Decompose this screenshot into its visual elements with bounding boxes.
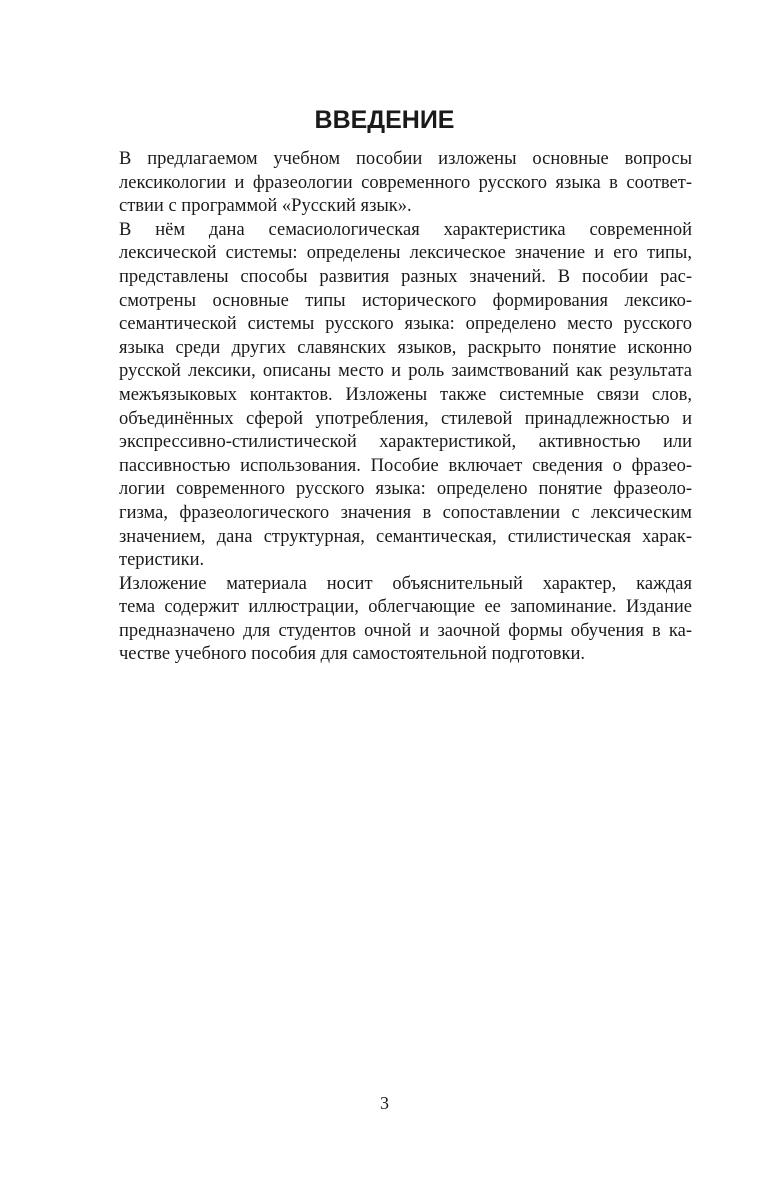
page-title: ВВЕДЕНИЕ bbox=[314, 106, 455, 134]
text-line: логии современного русского языка: определено понятие фразеоло- bbox=[119, 479, 692, 500]
text-line: межъязыковых контактов. Изложены также системные связи слов, bbox=[119, 384, 692, 405]
text-line: языка среди других славянских языков, раскрыто понятие исконно bbox=[119, 337, 692, 358]
text-line: значением, дана структурная, семантическая, стилистическая харак- bbox=[119, 526, 692, 547]
text-line: предназначено для студентов очной и заочной формы обучения в ка- bbox=[119, 620, 692, 641]
text-line: экспрессивно-стилистической характеристикой, активностью или bbox=[119, 432, 692, 453]
text-line: смотрены основные типы исторического формирования лексико- bbox=[119, 290, 692, 311]
text-line: Изложение материала носит объяснительный характер, каждая bbox=[119, 573, 692, 594]
text-line: лексикологии и фразеологии современного русского языка в соответ- bbox=[119, 172, 692, 193]
text-line: семантической системы русского языка: определено место русского bbox=[119, 314, 692, 335]
text-line: В предлагаемом учебном пособии изложены основные вопросы bbox=[119, 149, 692, 169]
paragraph bbox=[73, 573, 692, 667]
page-number: 3 bbox=[380, 1093, 389, 1113]
body-text bbox=[73, 148, 692, 667]
text-line: В нём дана семасиологическая характеристика современной bbox=[119, 219, 692, 240]
text-line: представлены способы развития разных значений. В пособии рас- bbox=[119, 266, 692, 287]
text-line: лексической системы: определены лексическое значение и его типы, bbox=[119, 243, 692, 264]
text-line: тема содержит иллюстрации, облегчающие ее запоминание. Издание bbox=[119, 597, 692, 618]
paragraph bbox=[73, 219, 692, 573]
text-line: честве учебного пособия для самостоятельной подготовки. bbox=[119, 644, 586, 665]
text-line: ствии с программой «Русский язык». bbox=[119, 196, 412, 217]
text-line: пассивностью использования. Пособие включает сведения о фразео- bbox=[119, 455, 692, 476]
text-line: гизма, фразеологического значения в сопоставлении с лексическим bbox=[119, 502, 692, 523]
text-line: теристики. bbox=[119, 550, 205, 571]
paragraph bbox=[73, 148, 692, 219]
text-line: русской лексики, описаны место и роль заимствований как результата bbox=[119, 361, 692, 382]
text-line: объединённых сферой употребления, стилевой принадлежностью и bbox=[119, 408, 692, 429]
